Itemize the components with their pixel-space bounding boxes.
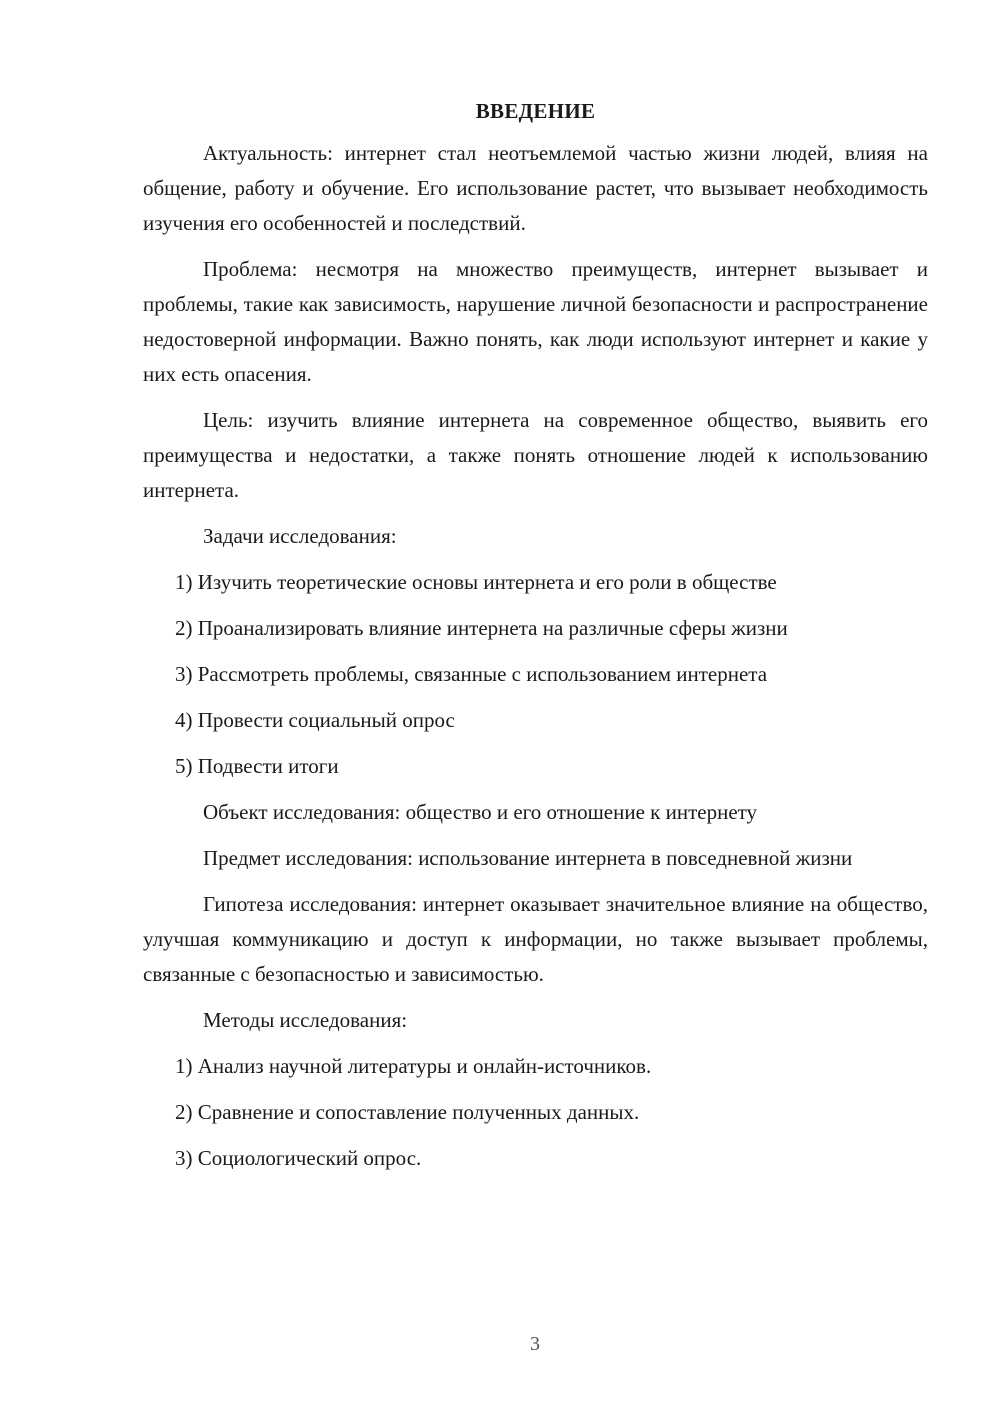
list-item: 3) Социологический опрос. bbox=[175, 1146, 422, 1170]
subject-paragraph: Предмет исследования: использование интернета в повседневной жизни bbox=[203, 846, 853, 870]
section-title: ВВЕДЕНИЕ bbox=[475, 99, 596, 123]
page-content bbox=[143, 96, 928, 1187]
list-item: 4) Провести социальный опрос bbox=[175, 708, 455, 732]
list-item: 1) Изучить теоретические основы интернета и его роли в обществе bbox=[175, 570, 777, 594]
problem-paragraph: Проблема: несмотря на множество преимуществ, интернет вызывает и проблемы, такие как зависимость, нарушение личной безопасности и распространение недостоверной информации. Важно понять, как люди используют интернет и какие у них есть опасения. bbox=[143, 257, 928, 386]
tasks-label: Задачи исследования: bbox=[203, 524, 397, 548]
tasks-list bbox=[143, 565, 928, 784]
list-item: 2) Сравнение и сопоставление полученных данных. bbox=[175, 1100, 640, 1124]
methods-list bbox=[143, 1049, 928, 1176]
list-item: 3) Рассмотреть проблемы, связанные с использованием интернета bbox=[175, 662, 768, 686]
methods-label: Методы исследования: bbox=[203, 1008, 408, 1032]
list-item: 1) Анализ научной литературы и онлайн-источников. bbox=[175, 1054, 652, 1078]
list-item: 2) Проанализировать влияние интернета на различные сферы жизни bbox=[175, 616, 788, 640]
object-paragraph: Объект исследования: общество и его отношение к интернету bbox=[203, 800, 758, 824]
relevance-paragraph: Актуальность: интернет стал неотъемлемой частью жизни людей, влияя на общение, работу и обучение. Его использование растет, что вызывает необходимость изучения его особенностей и последствий. bbox=[143, 141, 928, 235]
list-item: 5) Подвести итоги bbox=[175, 754, 339, 778]
page-number: 3 bbox=[530, 1333, 540, 1355]
goal-paragraph: Цель: изучить влияние интернета на современное общество, выявить его преимущества и недостатки, а также понять отношение людей к использованию интернета. bbox=[143, 408, 928, 502]
hypothesis-paragraph: Гипотеза исследования: интернет оказывает значительное влияние на общество, улучшая коммуникацию и доступ к информации, но также вызывает проблемы, связанные с безопасностью и зависимостью. bbox=[143, 892, 928, 986]
